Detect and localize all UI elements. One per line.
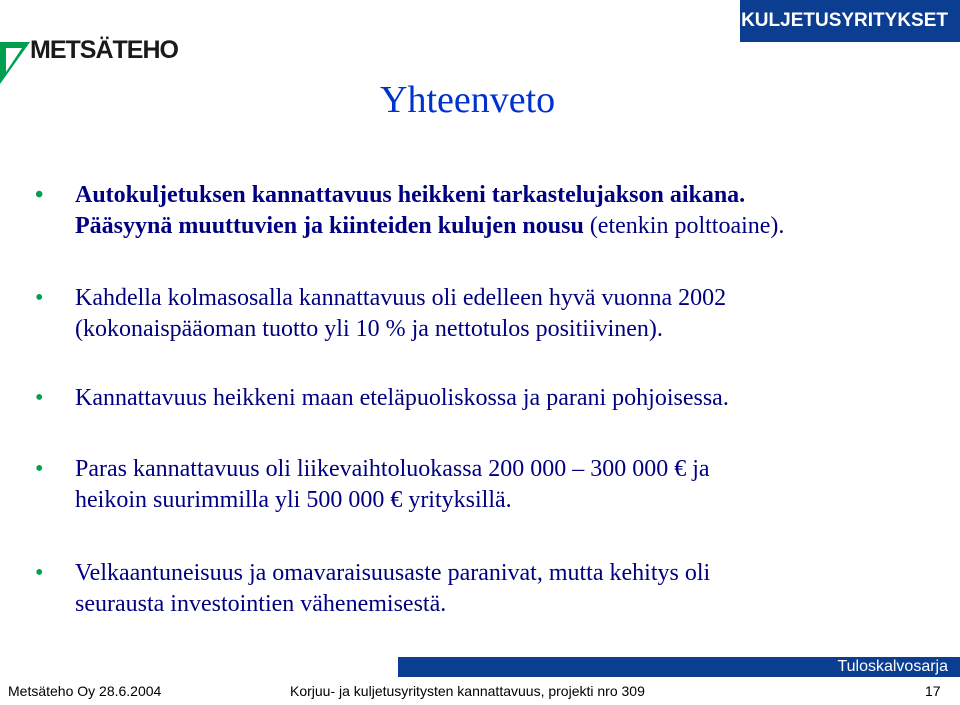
bullet-text: Kahdella kolmasosalla kannattavuus oli edelleen hyvä vuonna 2002 bbox=[75, 285, 727, 311]
bullet-item bbox=[35, 558, 935, 620]
bullet-dot-icon: • bbox=[35, 385, 44, 411]
bullet-item bbox=[35, 180, 935, 242]
footer-left-text: Metsäteho Oy 28.6.2004 bbox=[8, 683, 162, 699]
bullet-dot-icon: • bbox=[35, 560, 44, 586]
footer-bar bbox=[398, 657, 960, 677]
bullet-item bbox=[35, 383, 935, 414]
bullet-text: heikoin suurimmilla yli 500 000 € yrityksillä. bbox=[75, 487, 512, 513]
footer bbox=[0, 677, 960, 705]
bullet-dot-icon: • bbox=[35, 182, 44, 208]
bullet-dot-icon: • bbox=[35, 456, 44, 482]
page-number: 17 bbox=[925, 683, 941, 699]
page-title: Yhteenveto bbox=[380, 79, 556, 121]
bullet-text: Kannattavuus heikkeni maan eteläpuoliskossa ja parani pohjoisessa. bbox=[75, 385, 729, 411]
banner-label: KULJETUSYRITYKSET bbox=[741, 10, 948, 31]
bullet-text: (kokonaispääoman tuotto yli 10 % ja nettotulos positiivinen). bbox=[75, 316, 663, 342]
bullet-item bbox=[35, 283, 935, 345]
bullet-dot-icon: • bbox=[35, 285, 44, 311]
footer-bar-label: Tuloskalvosarja bbox=[837, 658, 948, 675]
metsateho-logo bbox=[0, 34, 178, 89]
bullet-text: Pääsyynä muuttuvien ja kiinteiden kulujen nousu bbox=[75, 213, 584, 239]
bullet-text: Autokuljetuksen kannattavuus heikkeni tarkastelujakson aikana. bbox=[75, 182, 746, 208]
logo-text: METSÄTEHO bbox=[30, 36, 178, 64]
bullet-item bbox=[35, 454, 935, 516]
bullet-text: Velkaantuneisuus ja omavaraisuusaste paranivat, mutta kehitys oli bbox=[75, 560, 711, 586]
bullet-text: (etenkin polttoaine). bbox=[583, 213, 785, 239]
header-banner bbox=[740, 0, 960, 42]
bullet-text: Paras kannattavuus oli liikevaihtoluokassa 200 000 – 300 000 € ja bbox=[75, 456, 710, 482]
bullet-text: seurausta investointien vähenemisestä. bbox=[75, 591, 447, 617]
footer-center-text: Korjuu- ja kuljetusyritysten kannattavuus, projekti nro 309 bbox=[290, 683, 645, 699]
